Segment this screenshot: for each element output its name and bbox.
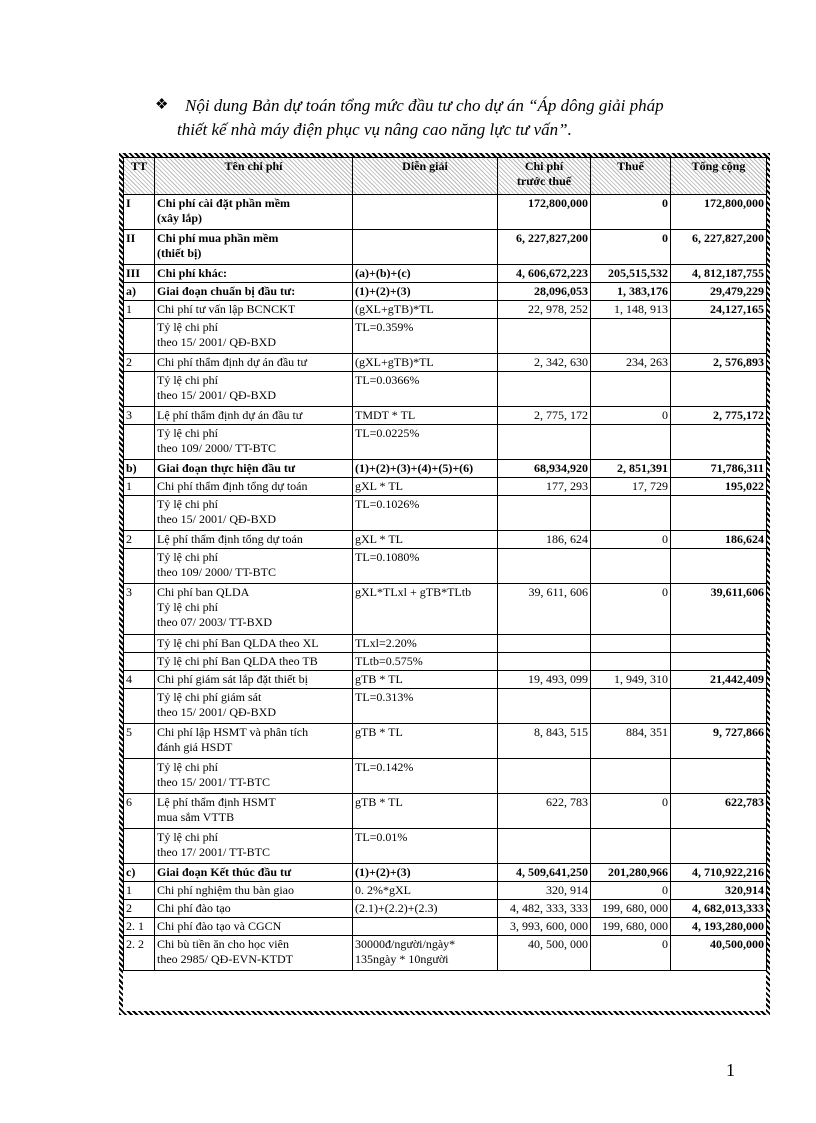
cell-description: (gXL+gTB)*TL xyxy=(353,301,498,319)
cell-total: 9, 727,866 xyxy=(671,724,767,759)
cell-description: TL=0.313% xyxy=(353,689,498,724)
table-row xyxy=(124,496,767,531)
cell-tax xyxy=(591,759,671,794)
cell-cost-name: Tỷ lệ chi phí theo 15/ 2001/ QĐ-BXD xyxy=(155,496,353,531)
cell-cost-name: Giai đoạn chuẩn bị đầu tư: xyxy=(155,283,353,301)
cell-tt: 3 xyxy=(124,584,155,635)
table-row xyxy=(124,882,767,900)
cell-tt: 2 xyxy=(124,900,155,918)
cell-pre-tax: 4, 509,641,250 xyxy=(498,864,591,882)
cell-pre-tax xyxy=(498,759,591,794)
cell-total: 6, 227,827,200 xyxy=(671,230,767,265)
cell-total: 622,783 xyxy=(671,794,767,829)
cell-description: (1)+(2)+(3)+(4)+(5)+(6) xyxy=(353,460,498,478)
cell-cost-name: Tỷ lệ chi phí giám sát theo 15/ 2001/ QĐ-BXD xyxy=(155,689,353,724)
cell-tt: 5 xyxy=(124,724,155,759)
cell-pre-tax: 2, 342, 630 xyxy=(498,354,591,372)
cell-pre-tax: 28,096,053 xyxy=(498,283,591,301)
cell-cost-name: Lệ phí thẩm định HSMT mua sắm VTTB xyxy=(155,794,353,829)
cell-pre-tax xyxy=(498,635,591,653)
table-row xyxy=(124,829,767,864)
cell-tax: 1, 949, 310 xyxy=(591,671,671,689)
cell-pre-tax xyxy=(498,653,591,671)
cell-cost-name: Chi phí tư vấn lập BCNCKT xyxy=(155,301,353,319)
cell-tt xyxy=(124,689,155,724)
cell-pre-tax xyxy=(498,319,591,354)
cell-total: 4, 682,013,333 xyxy=(671,900,767,918)
cell-pre-tax: 320, 914 xyxy=(498,882,591,900)
cell-pre-tax: 172,800,000 xyxy=(498,195,591,230)
cell-tax: 0 xyxy=(591,407,671,425)
cell-description: (1)+(2)+(3) xyxy=(353,283,498,301)
cell-tax xyxy=(591,496,671,531)
table-row xyxy=(124,864,767,882)
cell-pre-tax xyxy=(498,496,591,531)
cell-description: (gXL+gTB)*TL xyxy=(353,354,498,372)
cell-tax xyxy=(591,689,671,724)
cell-description xyxy=(353,230,498,265)
cell-cost-name: Chi phí thẩm định tổng dự toán xyxy=(155,478,353,496)
cell-tt: 6 xyxy=(124,794,155,829)
cell-cost-name: Chi phí đào tạo xyxy=(155,900,353,918)
cell-description xyxy=(353,195,498,230)
table-row xyxy=(124,425,767,460)
cell-tt xyxy=(124,549,155,584)
table-row xyxy=(124,531,767,549)
cell-tt: 2 xyxy=(124,354,155,372)
cell-tax: 0 xyxy=(591,230,671,265)
cell-tax xyxy=(591,549,671,584)
page-number: 1 xyxy=(726,1060,735,1080)
cell-cost-name: Tỷ lệ chi phí theo 15/ 2001/ TT-BTC xyxy=(155,759,353,794)
cell-total xyxy=(671,689,767,724)
cell-tax: 234, 263 xyxy=(591,354,671,372)
table-row xyxy=(124,319,767,354)
cell-total xyxy=(671,635,767,653)
cell-cost-name: Tỷ lệ chi phí theo 109/ 2000/ TT-BTC xyxy=(155,549,353,584)
cell-tax: 199, 680, 000 xyxy=(591,900,671,918)
cell-tax: 1, 148, 913 xyxy=(591,301,671,319)
cell-cost-name: Chi phí lập HSMT và phân tích đánh giá HSDT xyxy=(155,724,353,759)
cell-cost-name: Chi phí thẩm định dự án đầu tư xyxy=(155,354,353,372)
cell-tt: 2. 1 xyxy=(124,918,155,936)
cell-cost-name: Chi phí cài đặt phần mềm (xây lắp) xyxy=(155,195,353,230)
cell-cost-name: Tỷ lệ chi phí theo 109/ 2000/ TT-BTC xyxy=(155,425,353,460)
cell-tax xyxy=(591,319,671,354)
heading-line-2: thiết kế nhà máy điện phục vụ nâng cao năng lực tư vấn”. xyxy=(177,120,572,139)
cell-description: 0. 2%*gXL xyxy=(353,882,498,900)
table-body xyxy=(124,195,767,971)
table-row xyxy=(124,794,767,829)
table-row xyxy=(124,195,767,230)
cell-tt xyxy=(124,319,155,354)
header-cost-name: Tên chi phí xyxy=(155,158,353,195)
heading-line-1: Nội dung Bản dự toán tổng mức đầu tư cho dự án “Áp dông giải pháp xyxy=(185,96,664,115)
cell-total: 320,914 xyxy=(671,882,767,900)
cell-description: TL=0.1080% xyxy=(353,549,498,584)
table-row xyxy=(124,301,767,319)
bullet-icon: ❖ xyxy=(155,97,169,113)
cell-pre-tax: 3, 993, 600, 000 xyxy=(498,918,591,936)
cell-description: TL=0.359% xyxy=(353,319,498,354)
cell-tax: 0 xyxy=(591,531,671,549)
cell-tt xyxy=(124,653,155,671)
cell-tax: 17, 729 xyxy=(591,478,671,496)
table-row xyxy=(124,584,767,635)
cell-pre-tax: 622, 783 xyxy=(498,794,591,829)
cell-pre-tax: 4, 482, 333, 333 xyxy=(498,900,591,918)
cell-pre-tax xyxy=(498,372,591,407)
cell-description: gXL * TL xyxy=(353,531,498,549)
cell-pre-tax: 8, 843, 515 xyxy=(498,724,591,759)
cell-tax: 0 xyxy=(591,195,671,230)
cell-tt: 2 xyxy=(124,531,155,549)
cell-pre-tax xyxy=(498,425,591,460)
cell-pre-tax: 177, 293 xyxy=(498,478,591,496)
cell-tax: 201,280,966 xyxy=(591,864,671,882)
cell-total: 172,800,000 xyxy=(671,195,767,230)
cell-total xyxy=(671,372,767,407)
cell-cost-name: Tỷ lệ chi phí Ban QLDA theo TB xyxy=(155,653,353,671)
cell-total: 4, 812,187,755 xyxy=(671,265,767,283)
cell-tax xyxy=(591,653,671,671)
cell-cost-name: Tỷ lệ chi phí Ban QLDA theo XL xyxy=(155,635,353,653)
cell-tt: 4 xyxy=(124,671,155,689)
cell-total: 21,442,409 xyxy=(671,671,767,689)
table-row xyxy=(124,407,767,425)
cell-description: TLxl=2.20% xyxy=(353,635,498,653)
header-total: Tổng cộng xyxy=(671,158,767,195)
cell-pre-tax: 68,934,920 xyxy=(498,460,591,478)
cell-pre-tax: 22, 978, 252 xyxy=(498,301,591,319)
cell-cost-name: Chi phí nghiệm thu bàn giao xyxy=(155,882,353,900)
table-row xyxy=(124,549,767,584)
cell-tax: 884, 351 xyxy=(591,724,671,759)
table-row xyxy=(124,900,767,918)
cell-cost-name: Chi phí khác: xyxy=(155,265,353,283)
header-tt: TT xyxy=(124,158,155,195)
cell-tax xyxy=(591,635,671,653)
cell-cost-name: Giai đoạn thực hiện đầu tư xyxy=(155,460,353,478)
cell-total: 4, 710,922,216 xyxy=(671,864,767,882)
cell-tt: b) xyxy=(124,460,155,478)
cell-tax: 0 xyxy=(591,794,671,829)
cell-description: 30000đ/người/ngày* 135ngày * 10người xyxy=(353,936,498,971)
table-row xyxy=(124,689,767,724)
cell-tt: 2. 2 xyxy=(124,936,155,971)
cell-cost-name: Tỷ lệ chi phí theo 15/ 2001/ QĐ-BXD xyxy=(155,319,353,354)
cell-description: gTB * TL xyxy=(353,671,498,689)
cell-total: 4, 193,280,000 xyxy=(671,918,767,936)
cell-cost-name: Lệ phí thẩm định tổng dự toán xyxy=(155,531,353,549)
cell-description: gXL * TL xyxy=(353,478,498,496)
cell-tt: c) xyxy=(124,864,155,882)
cell-cost-name: Tỷ lệ chi phí theo 17/ 2001/ TT-BTC xyxy=(155,829,353,864)
header-description: Diễn giải xyxy=(353,158,498,195)
cell-pre-tax: 19, 493, 099 xyxy=(498,671,591,689)
cell-description xyxy=(353,918,498,936)
cell-tt xyxy=(124,372,155,407)
cell-total xyxy=(671,549,767,584)
cell-description: TL=0.0225% xyxy=(353,425,498,460)
cell-cost-name: Chi phí đào tạo và CGCN xyxy=(155,918,353,936)
table-row xyxy=(124,478,767,496)
cell-tax: 0 xyxy=(591,882,671,900)
cost-table xyxy=(123,157,767,971)
cell-total: 195,022 xyxy=(671,478,767,496)
cell-total: 186,624 xyxy=(671,531,767,549)
table-header-row xyxy=(124,158,767,195)
cell-description: (2.1)+(2.2)+(2.3) xyxy=(353,900,498,918)
cell-description: TLtb=0.575% xyxy=(353,653,498,671)
cell-description: gTB * TL xyxy=(353,794,498,829)
cell-description: gXL*TLxl + gTB*TLtb xyxy=(353,584,498,635)
cell-pre-tax: 6, 227,827,200 xyxy=(498,230,591,265)
cell-description: (a)+(b)+(c) xyxy=(353,265,498,283)
table-row xyxy=(124,230,767,265)
cell-description: TL=0.1026% xyxy=(353,496,498,531)
header-pre-tax: Chi phí trước thuế xyxy=(498,158,591,195)
cell-tax: 0 xyxy=(591,936,671,971)
cell-tt xyxy=(124,829,155,864)
cell-cost-name: Lệ phí thẩm định dự án đầu tư xyxy=(155,407,353,425)
table-row xyxy=(124,653,767,671)
cell-total xyxy=(671,653,767,671)
cell-total xyxy=(671,759,767,794)
cell-total: 29,479,229 xyxy=(671,283,767,301)
cell-total xyxy=(671,425,767,460)
table-row xyxy=(124,283,767,301)
cell-tt: 3 xyxy=(124,407,155,425)
cell-tt xyxy=(124,496,155,531)
cell-tt: II xyxy=(124,230,155,265)
cell-cost-name: Tỷ lệ chi phí theo 15/ 2001/ QĐ-BXD xyxy=(155,372,353,407)
table-row xyxy=(124,759,767,794)
cell-tax: 1, 383,176 xyxy=(591,283,671,301)
cell-cost-name: Chi phí ban QLDA Tỷ lệ chi phí theo 07/ 2003/ TT-BXD xyxy=(155,584,353,635)
table-row xyxy=(124,918,767,936)
cell-cost-name: Chi phí mua phần mềm (thiết bị) xyxy=(155,230,353,265)
cell-pre-tax: 4, 606,672,223 xyxy=(498,265,591,283)
cell-total: 2, 576,893 xyxy=(671,354,767,372)
cell-tax: 2, 851,391 xyxy=(591,460,671,478)
cost-table-frame xyxy=(119,153,770,1015)
cell-tt: 1 xyxy=(124,882,155,900)
cell-description: gTB * TL xyxy=(353,724,498,759)
table-row xyxy=(124,671,767,689)
cell-tt: a) xyxy=(124,283,155,301)
cell-tt xyxy=(124,635,155,653)
cell-description: (1)+(2)+(3) xyxy=(353,864,498,882)
cell-cost-name: Giai đoạn Kết thúc đầu tư xyxy=(155,864,353,882)
table-row xyxy=(124,354,767,372)
cell-tt: I xyxy=(124,195,155,230)
cell-total: 39,611,606 xyxy=(671,584,767,635)
cell-tt: 1 xyxy=(124,478,155,496)
cell-tt: 1 xyxy=(124,301,155,319)
cell-pre-tax: 39, 611, 606 xyxy=(498,584,591,635)
header-tax: Thuế xyxy=(591,158,671,195)
cell-pre-tax: 40, 500, 000 xyxy=(498,936,591,971)
cell-tt: III xyxy=(124,265,155,283)
table-row xyxy=(124,460,767,478)
cell-pre-tax: 2, 775, 172 xyxy=(498,407,591,425)
cell-total: 40,500,000 xyxy=(671,936,767,971)
cell-total: 2, 775,172 xyxy=(671,407,767,425)
cell-tax xyxy=(591,425,671,460)
cell-tt xyxy=(124,425,155,460)
cell-pre-tax xyxy=(498,689,591,724)
cell-total: 71,786,311 xyxy=(671,460,767,478)
cell-pre-tax xyxy=(498,549,591,584)
table-row xyxy=(124,635,767,653)
cell-pre-tax: 186, 624 xyxy=(498,531,591,549)
cell-description: TL=0.01% xyxy=(353,829,498,864)
cell-tt xyxy=(124,759,155,794)
cell-cost-name: Chi phí giám sát lắp đặt thiết bị xyxy=(155,671,353,689)
cell-tax xyxy=(591,372,671,407)
cell-pre-tax xyxy=(498,829,591,864)
cell-tax: 199, 680, 000 xyxy=(591,918,671,936)
cell-total xyxy=(671,319,767,354)
cell-total xyxy=(671,829,767,864)
table-row xyxy=(124,372,767,407)
cell-cost-name: Chi bù tiền ăn cho học viên theo 2985/ QĐ-EVN-KTDT xyxy=(155,936,353,971)
cell-tax: 205,515,532 xyxy=(591,265,671,283)
cell-total: 24,127,165 xyxy=(671,301,767,319)
table-row xyxy=(124,265,767,283)
cell-description: TL=0.0366% xyxy=(353,372,498,407)
table-row xyxy=(124,724,767,759)
cell-description: TMDT * TL xyxy=(353,407,498,425)
cell-description: TL=0.142% xyxy=(353,759,498,794)
cell-tax xyxy=(591,829,671,864)
cell-total xyxy=(671,496,767,531)
table-row xyxy=(124,936,767,971)
cell-tax: 0 xyxy=(591,584,671,635)
